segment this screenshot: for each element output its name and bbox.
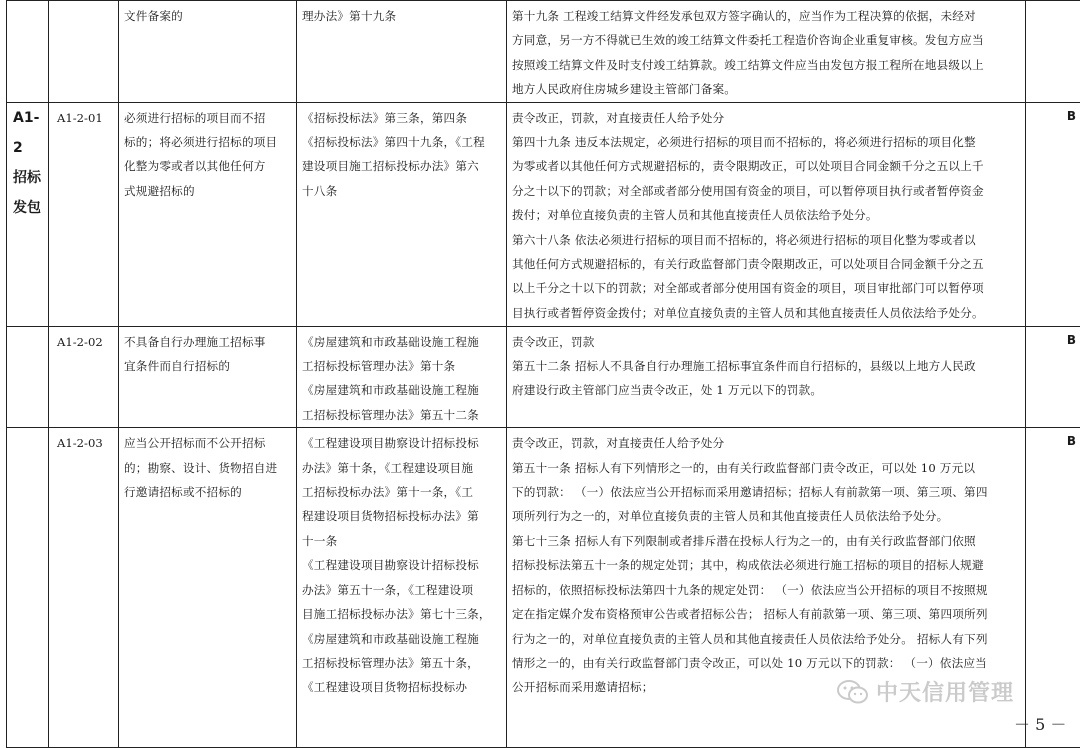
penalty-line: 招标投标法第五十一条的规定处罚；其中，构成依法必须进行施工招标的项目的招标人规避 [512,553,1021,577]
penalty-line: 第十九条 工程竣工结算文件经发承包双方签字确认的，应当作为工程决算的依据，未经对 [512,4,1021,28]
basis-line: 办法》第十条，《工程建设项目施 [302,456,502,480]
wechat-icon [836,678,870,706]
penalty-line: 府建设行政主管部门应当责令改正，处 1 万元以下的罚款。 [512,378,1021,402]
code-cell: A1-2-01 [49,102,119,326]
basis-line: 《工程建设项目勘察设计招标投标 [302,553,502,577]
violation-line: 标的；将必须进行招标的项目 [124,130,292,154]
basis-line: 十一条 [302,529,502,553]
penalty-line: 地方人民政府住房城乡建设主管部门备案。 [512,77,1021,101]
violation-cell [119,102,297,326]
penalty-line: 情形之一的，由有关行政监督部门责令改正，可以处 10 万元以下的罚款： （一）依法应当 [512,651,1021,675]
penalty-line: 其他任何方式规避招标的，有关行政监督部门责令限期改正，可以处项目合同金额千分之五 [512,252,1021,276]
page-number: － 5 － [1014,712,1066,735]
basis-line: 十八条 [302,179,502,203]
violation-line: 宜条件而自行招标的 [124,354,292,378]
basis-line: 《房屋建筑和市政基础设施工程施 [302,378,502,402]
level-cell: B [1026,428,1080,748]
basis-line: 工招标投标管理办法》第五十条， [302,651,502,675]
basis-cell [297,428,507,748]
penalty-line: 下的罚款： （一）依法应当公开招标而采用邀请招标；招标人有前款第一项、第三项、第四 [512,480,1021,504]
violation-line: 的；勘察、设计、货物招自进 [124,456,292,480]
level-cell: B [1026,326,1080,428]
code-cell [49,1,119,103]
basis-line: 《房屋建筑和市政基础设施工程施 [302,627,502,651]
basis-line: 工招标投标管理办法》第十条 [302,354,502,378]
basis-line: 《房屋建筑和市政基础设施工程施 [302,330,502,354]
penalty-line: 责令改正，罚款，对直接责任人给予处分 [512,431,1021,455]
basis-line: 建设项目施工招标投标办法》第六 [302,154,502,178]
penalty-line: 拨付；对单位直接负责的主管人员和其他直接责任人员依法给予处分。 [512,203,1021,227]
code-cell: A1-2-02 [49,326,119,428]
basis-line: 《工程建设项目勘察设计招标投标 [302,431,502,455]
code-cell: A1-2-03 [49,428,119,748]
penalty-cell [507,1,1026,103]
category-cell [7,428,49,748]
violation-line: 不具备自行办理施工招标事 [124,330,292,354]
table-row [7,1,1080,103]
basis-line: 《工程建设项目货物招标投标办 [302,675,502,699]
violation-line: 必须进行招标的项目而不招 [124,106,292,130]
category-cell [7,326,49,428]
penalty-line: 第五十二条 招标人不具备自行办理施工招标事宜条件而自行招标的，县级以上地方人民政 [512,354,1021,378]
violation-line: 式规避招标的 [124,179,292,203]
table-row [7,102,1080,326]
penalty-line: 以上千分之十以下的罚款；对全部或者部分使用国有资金的项目，项目审批部门可以暂停项 [512,276,1021,300]
penalty-line: 按照竣工结算文件及时支付竣工结算款。竣工结算文件应当由发包方报工程所在地县级以上 [512,53,1021,77]
penalty-line: 为零或者以其他任何方式规避招标的，责令限期改正，可以处项目合同金额千分之五以上千 [512,154,1021,178]
penalty-line: 招标的，依照招标投标法第四十九条的规定处罚： （一）依法应当公开招标的项目不按照规 [512,578,1021,602]
category-label: 发包 [13,193,48,223]
violation-cell [119,1,297,103]
violation-line: 文件备案的 [124,4,292,28]
basis-line: 程建设项目货物招标投标办法》第 [302,504,502,528]
category-cell [7,102,49,326]
basis-line: 工招标投标办法》第十一条，《工 [302,480,502,504]
category-cell [7,1,49,103]
penalty-line: 第六十八条 依法必须进行招标的项目而不招标的，将必须进行招标的项目化整为零或者以 [512,228,1021,252]
violation-cell [119,326,297,428]
penalty-line: 责令改正，罚款 [512,330,1021,354]
penalty-line: 第七十三条 招标人有下列限制或者排斥潜在投标人行为之一的，由有关行政监督部门依照 [512,529,1021,553]
regulation-table [6,0,1080,748]
penalty-line: 第五十一条 招标人有下列情形之一的，由有关行政监督部门责令改正，可以处 10 万元以 [512,456,1021,480]
penalty-line: 公开招标而采用邀请招标； [512,675,1021,699]
watermark [836,676,1014,707]
basis-cell [297,326,507,428]
basis-line: 目施工招标投标办法》第七十三条， [302,602,502,626]
penalty-line: 定在指定媒介发布资格预审公告或者招标公告； 招标人有前款第一项、第三项、第四项所列 [512,602,1021,626]
violation-cell [119,428,297,748]
penalty-line: 项所列行为之一的，对单位直接负责的主管人员和其他直接责任人员依法给予处分。 [512,504,1021,528]
violation-line: 应当公开招标而不公开招标 [124,431,292,455]
penalty-line: 目执行或者暂停资金拨付；对单位直接负责的主管人员和其他直接责任人员依法给予处分。 [512,301,1021,325]
penalty-line: 第四十九条 违反本法规定，必须进行招标的项目而不招标的，将必须进行招标的项目化整 [512,130,1021,154]
table-row [7,326,1080,428]
category-label: A1-2 [13,103,48,163]
basis-line: 工招标投标管理办法》第五十二条 [302,403,502,427]
violation-line: 行邀请招标或不招标的 [124,480,292,504]
level-cell [1026,1,1080,103]
watermark-text: 中天信用管理 [876,676,1014,707]
penalty-line: 行为之一的，对单位直接负责的主管人员和其他直接责任人员依法给予处分。 招标人有下列 [512,627,1021,651]
penalty-line: 责令改正，罚款，对直接责任人给予处分 [512,106,1021,130]
violation-line: 化整为零或者以其他任何方 [124,154,292,178]
penalty-cell [507,326,1026,428]
basis-line: 理办法》第十九条 [302,4,502,28]
basis-line: 《招标投标法》第三条，第四条 [302,106,502,130]
penalty-line: 方同意，另一方不得就已生效的竣工结算文件委托工程造价咨询企业重复审核。发包方应当 [512,28,1021,52]
category-label: 招标 [13,163,48,193]
penalty-line: 分之十以下的罚款；对全部或者部分使用国有资金的项目，可以暂停项目执行或者暂停资金 [512,179,1021,203]
level-cell: B [1026,102,1080,326]
basis-line: 《招标投标法》第四十九条，《工程 [302,130,502,154]
penalty-cell [507,102,1026,326]
basis-line: 办法》第五十一条，《工程建设项 [302,578,502,602]
basis-cell [297,1,507,103]
basis-cell [297,102,507,326]
